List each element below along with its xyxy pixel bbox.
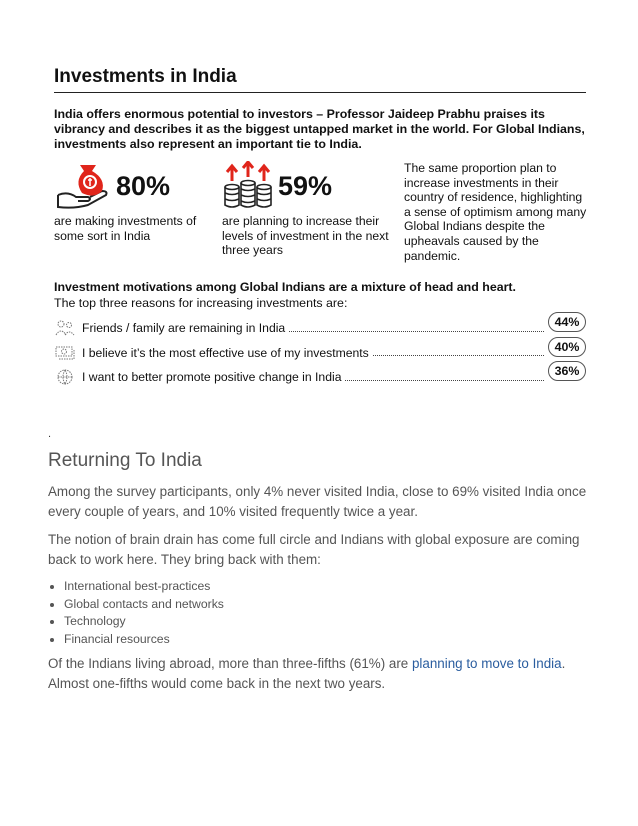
paragraph: Almost one-fifths would come back in the next two years. <box>48 676 386 691</box>
leader-dots <box>345 380 544 381</box>
stat-value: 80% <box>116 170 171 201</box>
leader-dots <box>373 355 544 356</box>
stat-note: The same proportion plan to increase investments in their country of residence, highlighting a sense of optimism among many Global Indians despite the upheavals caused by the pandemic. <box>404 161 587 263</box>
money-icon <box>54 344 76 362</box>
reason-label: I want to better promote positive change in India <box>82 370 342 385</box>
paragraph <box>48 654 593 674</box>
stray-dot: . <box>48 428 52 440</box>
motivations-subtitle: The top three reasons for increasing investments are: <box>54 296 348 310</box>
infographic-title: Investments in India <box>54 60 586 93</box>
leader-dots <box>289 331 544 332</box>
paragraph-text: Of the Indians living abroad, more than three-fifths (61%) are <box>48 656 412 671</box>
reason-row <box>54 341 586 366</box>
globe-change-icon <box>54 368 76 386</box>
reason-label: Friends / family are remaining in India <box>82 321 286 336</box>
list-item: • Global contacts and networks <box>64 596 593 614</box>
list-item: • Technology <box>64 613 593 631</box>
list-item: • International best-practices <box>64 578 593 596</box>
reasons-list <box>54 316 586 390</box>
stat-59 <box>222 160 397 258</box>
list-item: • Financial resources <box>64 631 593 649</box>
article <box>48 430 593 702</box>
motivations-title: Investment motivations among Global Indians are a mixture of head and heart. <box>54 280 516 294</box>
stat-value: 59% <box>278 170 333 201</box>
stat-description: are making investments of some sort in India <box>54 214 197 243</box>
reason-label: I believe it’s the most effective use of my investments <box>82 345 369 360</box>
money-bag-hand-icon <box>54 161 112 211</box>
reason-row <box>54 316 586 341</box>
stat-description: are planning to increase their levels of investment in the next three years <box>222 214 389 258</box>
reason-row <box>54 365 586 390</box>
rising-coins-icon <box>222 161 274 211</box>
paragraph: The notion of brain drain has come full circle and Indians with global exposure are coming back to work here. They bring back with them: <box>48 532 580 567</box>
reason-percent: 36% <box>548 361 586 381</box>
stat-80 <box>54 160 204 243</box>
reason-percent: 40% <box>548 337 586 357</box>
bullet-list <box>48 578 593 648</box>
infographic <box>54 60 586 390</box>
reason-percent: 44% <box>548 312 586 332</box>
infographic-intro: India offers enormous potential to investors – Professor Jaideep Prabhu praises its vibrancy and describes it as the biggest untapped market in the world. For Global Indians, investments also represent an important tie to India. <box>54 107 585 151</box>
paragraph-text: . <box>561 656 566 671</box>
section-heading: Returning To India <box>48 450 202 471</box>
people-icon <box>54 319 76 337</box>
stats-row <box>54 160 586 270</box>
paragraph: Among the survey participants, only 4% never visited India, close to 69% visited India once every couple of years, and 10% visited frequently twice a year. <box>48 484 587 519</box>
planning-to-move-link[interactable]: planning to move to India <box>411 656 562 671</box>
